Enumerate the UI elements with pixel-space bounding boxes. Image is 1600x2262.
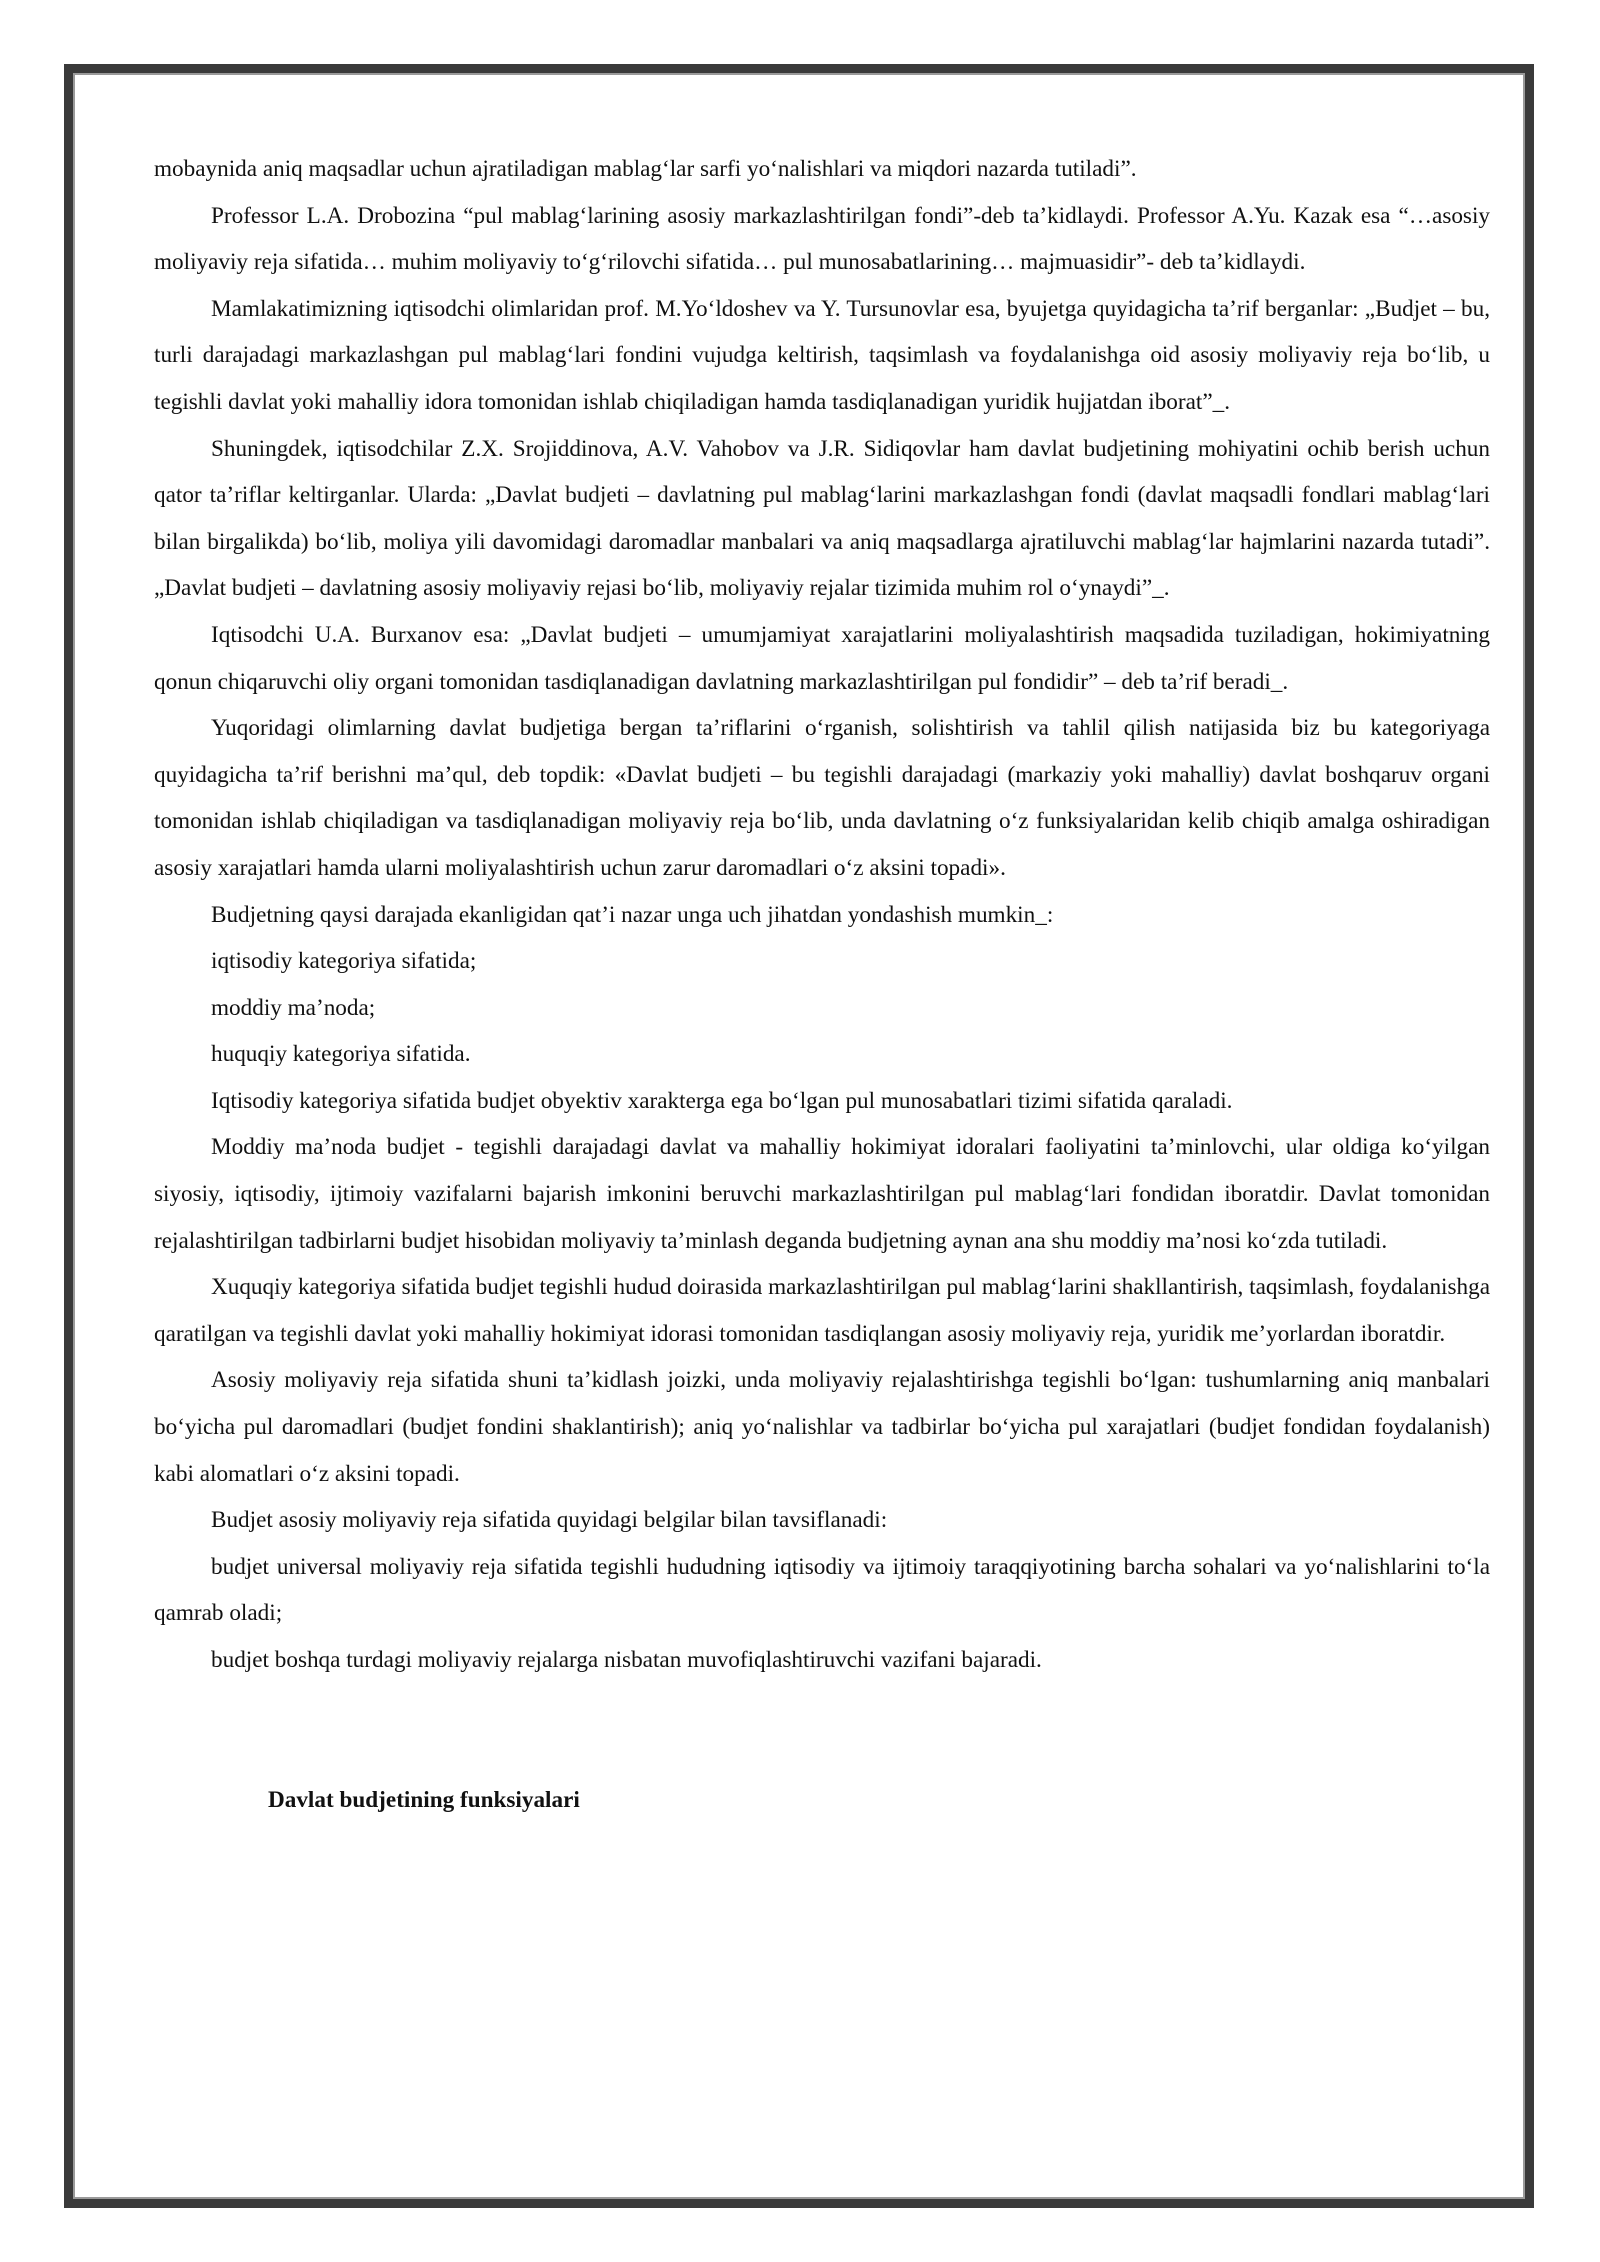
paragraph-burxanov: Iqtisodchi U.A. Burxanov esa: „Davlat budjeti – umumjamiyat xarajatlarini moliyalashtirish maqsadida tuziladigan, hokimiyatning qonun chiqaruvchi oliy organi tomonidan tasdiqlanadigan davlatning markazlashtirilgan pul fondidir” – deb ta’rif beradi_. (154, 621, 1490, 695)
paragraph-financial-plan: Asosiy moliyaviy reja sifatida shuni ta’kidlash joizki, unda moliyaviy rejalashtirishga tegishli bo‘lgan: tushumlarning aniq manbalari bo‘yicha pul daromadlari (budjet fondini shaklantirish); aniq yo‘nalishlar va tadbirlar bo‘yicha pul xarajatlari (budjet fondidan foydalanish) kabi alomatlari o‘z aksini topadi. (154, 1367, 1490, 1487)
paragraph-continuation: mobaynida aniq maqsadlar uchun ajratiladigan mablag‘lar sarfi yo‘nalishlari va miqdori nazarda tutiladi”. (154, 156, 1137, 182)
paragraph-yoldoshev-tursunov: Mamlakatimizning iqtisodchi olimlaridan prof. M.Yo‘ldoshev va Y. Tursunovlar esa, byujetga quyidagicha ta’rif berganlar: „Budjet – bu, turli darajadagi markazlashgan pul mablag‘lari fondini vujudga keltirish, taqsimlash va foydalanishga oid asosiy moliyaviy reja bo‘lib, u tegishli davlat yoki mahalliy idora tomonidan ishlab chiqiladigan hamda tasdiqlanadigan yuridik hujjatdan iborat”_. (154, 295, 1490, 415)
paragraph-material-sense: Moddiy ma’noda budjet - tegishli darajadagi davlat va mahalliy hokimiyat idoralari faoliyatini ta’minlovchi, ular oldiga ko‘yilgan siyosiy, iqtisodiy, ijtimoiy vazifalarni bajarish imkonini beruvchi markazlashtirilgan pul mablag‘lari fondidan iboratdir. Davlat tomonidan rejalashtirilgan tadbirlarni budjet hisobidan moliyaviy ta’minlash deganda budjetning aynan ana shu moddiy ma’nosi ko‘zda tutiladi. (154, 1134, 1490, 1254)
document-body (154, 146, 1490, 1823)
paragraph-features-intro: Budjet asosiy moliyaviy reja sifatida quyidagi belgilar bilan tavsiflanadi: (211, 1507, 888, 1534)
paragraph-drobozina-kazak: Professor L.A. Drobozina “pul mablag‘larining asosiy markazlashtirilgan fondi”-deb ta’kidlaydi. Professor A.Yu. Kazak esa “…asosiy moliyaviy reja sifatida… muhim moliyaviy to‘g‘rilovchi sifatida… pul munosabatlarining… majmuasidir”- deb ta’kidlaydi. (154, 202, 1490, 276)
paragraph-three-approaches: Budjetning qaysi darajada ekanligidan qat’i nazar unga uch jihatdan yondashish mumkin_: (211, 901, 1054, 928)
paragraph-definition: Yuqoridagi olimlarning davlat budjetiga bergan ta’riflarini o‘rganish, solishtirish va tahlil qilish natijasida biz bu kategoriyaga quyidagicha ta’rif berishni ma’qul, deb topdik: «Davlat budjeti – bu tegishli darajadagi (markaziy yoki mahalliy) davlat boshqaruv organi tomonidan ishlab chiqiladigan va tasdiqlanadigan moliyaviy reja bo‘lib, unda davlatning o‘z funksiyalaridan kelib chiqib amalga oshiradigan asosiy xarajatlari hamda ularni moliyalashtirish uchun zarur daromadlari o‘z aksini topadi». (154, 715, 1490, 881)
list-item-coordinating: budjet boshqa turdagi moliyaviy rejalarga nisbatan muvofiqlashtiruvchi vazifani bajaradi. (211, 1647, 1042, 1673)
paragraph-legal-category: Xuquqiy kategoriya sifatida budjet tegishli hudud doirasida markazlashtirilgan pul mablag‘larini shakllantirish, taqsimlash, foydalanishga qaratilgan va tegishli davlat yoki mahalliy hokimiyat idorasi tomonidan tasdiqlangan asosiy moliyaviy reja, yuridik me’yorlardan iboratdir. (154, 1274, 1490, 1347)
section-spacer (154, 1684, 1490, 1777)
paragraph-economic-category: Iqtisodiy kategoriya sifatida budjet obyektiv xarakterga ega bo‘lgan pul munosabatlari tizimi sifatida qaraladi. (211, 1087, 1233, 1114)
paragraph-srojiddinova: Shuningdek, iqtisodchilar Z.X. Srojiddinova, A.V. Vahobov va J.R. Sidiqovlar ham davlat budjetining mohiyatini ochib berish uchun qator ta’riflar keltirganlar. Ularda: „Davlat budjeti – davlatning pul mablag‘larini markazlashgan fondi (davlat maqsadli fondlari mablag‘lari bilan birgalikda) bo‘lib, moliya yili davomidagi daromadlar manbalari va aniq maqsadlarga ajratiluvchi mablag‘lar hajmlarini nazarda tutadi”. „Davlat budjeti – davlatning asosiy moliyaviy rejasi bo‘lib, moliyaviy rejalar tizimida muhim rol o‘ynaydi”_. (154, 435, 1490, 602)
list-item-economic: iqtisodiy kategoriya sifatida; (211, 948, 477, 975)
list-item-legal: huquqiy kategoriya sifatida. (211, 1041, 471, 1068)
list-item-universal-plan: budjet universal moliyaviy reja sifatida tegishli hududning iqtisodiy va ijtimoiy taraqqiyotining barcha sohalari va yo‘nalishlarini to‘la qamrab oladi; (154, 1553, 1490, 1627)
section-heading: Davlat budjetining funksiyalari (268, 1786, 580, 1813)
list-item-material: moddiy ma’noda; (211, 994, 376, 1021)
